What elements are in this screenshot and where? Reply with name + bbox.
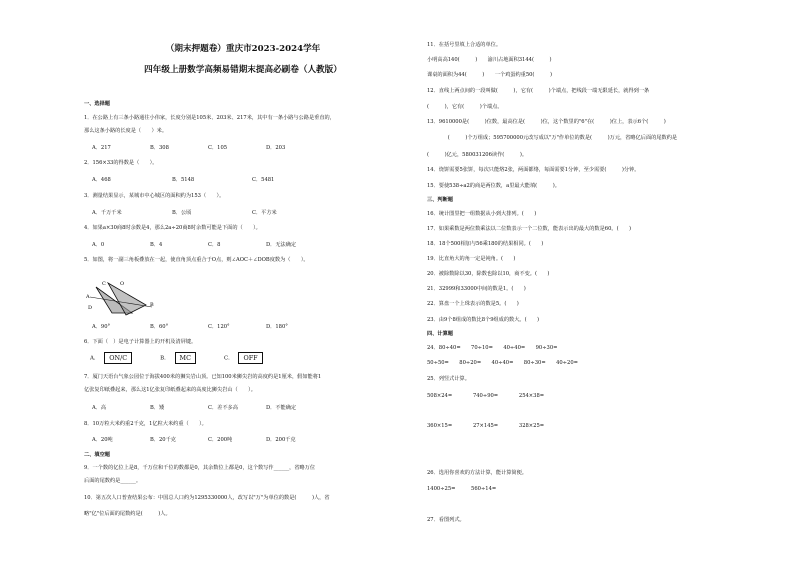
section-judge-heading: 三、判断题: [427, 197, 453, 203]
option-c: C．8: [208, 242, 221, 248]
label-a: A: [86, 294, 90, 300]
question-25-row-1: 508×24= 740÷90= 254×38=: [427, 393, 545, 399]
option-c: C．5481: [252, 177, 275, 183]
option-a: A．468: [92, 177, 111, 183]
on-c-key-icon: ON/C: [104, 352, 132, 364]
question-6-options: [90, 352, 291, 364]
option-c: C．200吨: [208, 437, 233, 443]
option-b: B．20千克: [150, 437, 176, 443]
question-21: 21．32999和33000中间的数是1。( ): [427, 286, 526, 292]
option-b: B．公顷: [172, 210, 192, 216]
section-fill-heading: 二、填空题: [84, 452, 110, 458]
section-choice-heading: 一、选择题: [84, 101, 110, 107]
question-10-line-2: 略"亿"位后面的尾数约是( )人。: [84, 511, 171, 517]
question-11-line-a: 小明高高140( ) 渝川占地面积3144( ): [427, 57, 552, 63]
label-c: C: [102, 281, 106, 287]
mc-key-icon: MC: [175, 352, 196, 364]
option-a: A．90°: [92, 324, 111, 330]
question-23: 23．由9个8组成的数比8个9组成的数大。( ): [427, 317, 540, 323]
question-8: 8．10万粒大米约重2千克，1亿粒大米约重（ ）。: [84, 421, 207, 427]
question-2: 2．156×33的得数是（ ）。: [84, 160, 158, 166]
question-7-line-2: 亿张复印纸叠起来，那么这1亿张复印纸叠起来的高度比狮尖岩山（ ）。: [84, 387, 256, 393]
option-d: D．200千克: [266, 437, 296, 443]
option-a: A．0: [92, 242, 105, 248]
option-c: C．105: [208, 145, 228, 151]
option-a: A．20吨: [92, 437, 113, 443]
option-d: D．无法确定: [266, 242, 297, 248]
triangle-figure: [86, 279, 158, 319]
option-a: A．217: [92, 145, 111, 151]
question-9-line-1: 9．一个数的亿位上是8，千万位和千位的数都是0，其余数位上都是0，这个数写作______，省略万位: [84, 465, 316, 471]
question-14: 14．烧饼需要5张饼，每次只能烙2张，两面都烙，每面需要1分钟，至少需要( )分钟。: [427, 167, 640, 173]
option-a: A．千万千米: [92, 210, 122, 216]
option-d: D．180°: [266, 324, 288, 330]
question-22: 22．算盘一个上珠表示的数是5。( ): [427, 301, 519, 307]
question-1-line-1: 1．在公路上有三条小路通往小伟家，长度分别是105米、203米、217米，其中有一条小路与公路是垂直的，: [84, 115, 335, 121]
option-c: C．差不多高: [208, 405, 238, 411]
question-13-line-3: ( )亿元，580031206读作( )。: [427, 152, 528, 158]
question-11: 11．在括号里填上合适的单位。: [427, 42, 502, 48]
option-b: B．5148: [172, 177, 195, 183]
question-18: 18．18个500相加与56乘180的结果相同。( ): [427, 241, 544, 247]
question-16: 16．统计图里把一组数据从小到大排列。( ): [427, 211, 537, 217]
question-25: 25．列竖式计算。: [427, 376, 470, 382]
question-5-options: [84, 324, 324, 331]
question-6: 6．下面（ ）是电子计算器上的开机及清屏键。: [84, 339, 197, 345]
option-a-letter: A．: [90, 355, 100, 362]
question-26-row: 1400÷25= 560÷14=: [427, 486, 497, 492]
option-b: B．308: [150, 145, 169, 151]
question-13-line-1: 13．9610000是( )位数，最高位是( )位，这个数里的"6"在( )位上，表示6个( ): [427, 119, 666, 125]
option-b: B．60°: [150, 324, 169, 330]
question-7-options: [84, 405, 324, 412]
question-10-line-1: 10．第五次人口普查结果公布：中国总人口约为1295330000人，改写以"万"为单位的数是( )人，省: [84, 495, 330, 501]
question-15: 15．要使538÷a2的商是两位数，a里最大能填( )。: [427, 183, 560, 189]
option-d: D．203: [266, 145, 286, 151]
option-c: C．平方米: [252, 210, 277, 216]
option-c: C．120°: [208, 324, 230, 330]
title-line-2: 四年级上册数学高频易错期末提高必刷卷（人教版）: [144, 65, 342, 75]
off-key-icon: OFF: [238, 352, 262, 364]
label-b: B: [150, 302, 154, 308]
label-o: O: [120, 281, 125, 287]
question-5: 5．如图，将一副三角板叠放在一起，使直角顶点重合于O点，则∠AOC＋∠DOB度数为（ ）。: [84, 257, 309, 263]
question-12-line-1: 12．直线上两点间的一段叫做( )，它有( )个端点，把线段一端无限延长，就得到一条: [427, 88, 650, 94]
question-13-line-2: ( )个万组成；595700000元改写成以"万"作单位的数是( )万元，省略亿后面的尾数约是: [427, 135, 678, 141]
label-d: D: [88, 305, 93, 311]
option-b: B．4: [150, 242, 163, 248]
title-line-1: （期末押题卷）重庆市2023-2024学年: [165, 44, 321, 54]
option-c-letter: C．: [223, 355, 234, 362]
question-24-line-1: 24．80÷40= 70÷10= 40÷40= 90÷30=: [427, 345, 558, 351]
question-25-row-2: 360×15= 27×145= 328×25=: [427, 423, 545, 429]
question-7-line-1: 7．厦门天语台气象公园位于海拔400米的狮尖岩山顶。已知100米狮尖岩的高度约是1厘米，假如能将1: [84, 374, 322, 380]
question-11-line-b: 课桌的面积为44( ) 一个鸡蛋约重50( ): [427, 72, 553, 78]
question-1-options: [84, 145, 324, 152]
question-2-options: [84, 177, 310, 184]
question-24-line-2: 50÷50= 80÷20= 40÷40= 80÷30= 40÷20=: [427, 360, 578, 366]
question-20: 20．被除数除以30，除数也除以10，商不变。( ): [427, 271, 550, 277]
question-19: 19．比直角大的角一定是钝角。( ): [427, 256, 516, 262]
option-d: D．不能确定: [266, 405, 297, 411]
question-1-line-2: 那么这条小路的长度是（ ）米。: [84, 128, 168, 134]
question-26: 26．选用你喜欢的方法计算，能计算简便。: [427, 470, 527, 476]
section-calc-heading: 四、计算题: [427, 331, 453, 337]
option-b: B．矮: [150, 405, 165, 411]
option-b-letter: B．: [160, 355, 170, 362]
question-12-line-2: ( )，它有( )个端点。: [427, 104, 503, 110]
question-9-line-2: 后面的尾数约是______。: [84, 478, 142, 484]
question-17: 17．如果乘数是两位数乘法以二位数表示一个二位数，能表示出的最大的数是60。( ): [427, 226, 631, 232]
question-3-options: [84, 210, 310, 217]
question-27: 27．看图列式。: [427, 517, 465, 523]
question-4-options: [84, 242, 324, 249]
question-4: 4．如果a×30商8时余数是4，那么2a÷20商8时余数可能是下面的（ ）。: [84, 225, 261, 231]
question-8-options: [84, 437, 324, 444]
question-3: 3．测量结果显示，某城市中心城区的面积约为153（ ）。: [84, 193, 225, 199]
option-a: A．高: [92, 405, 107, 411]
